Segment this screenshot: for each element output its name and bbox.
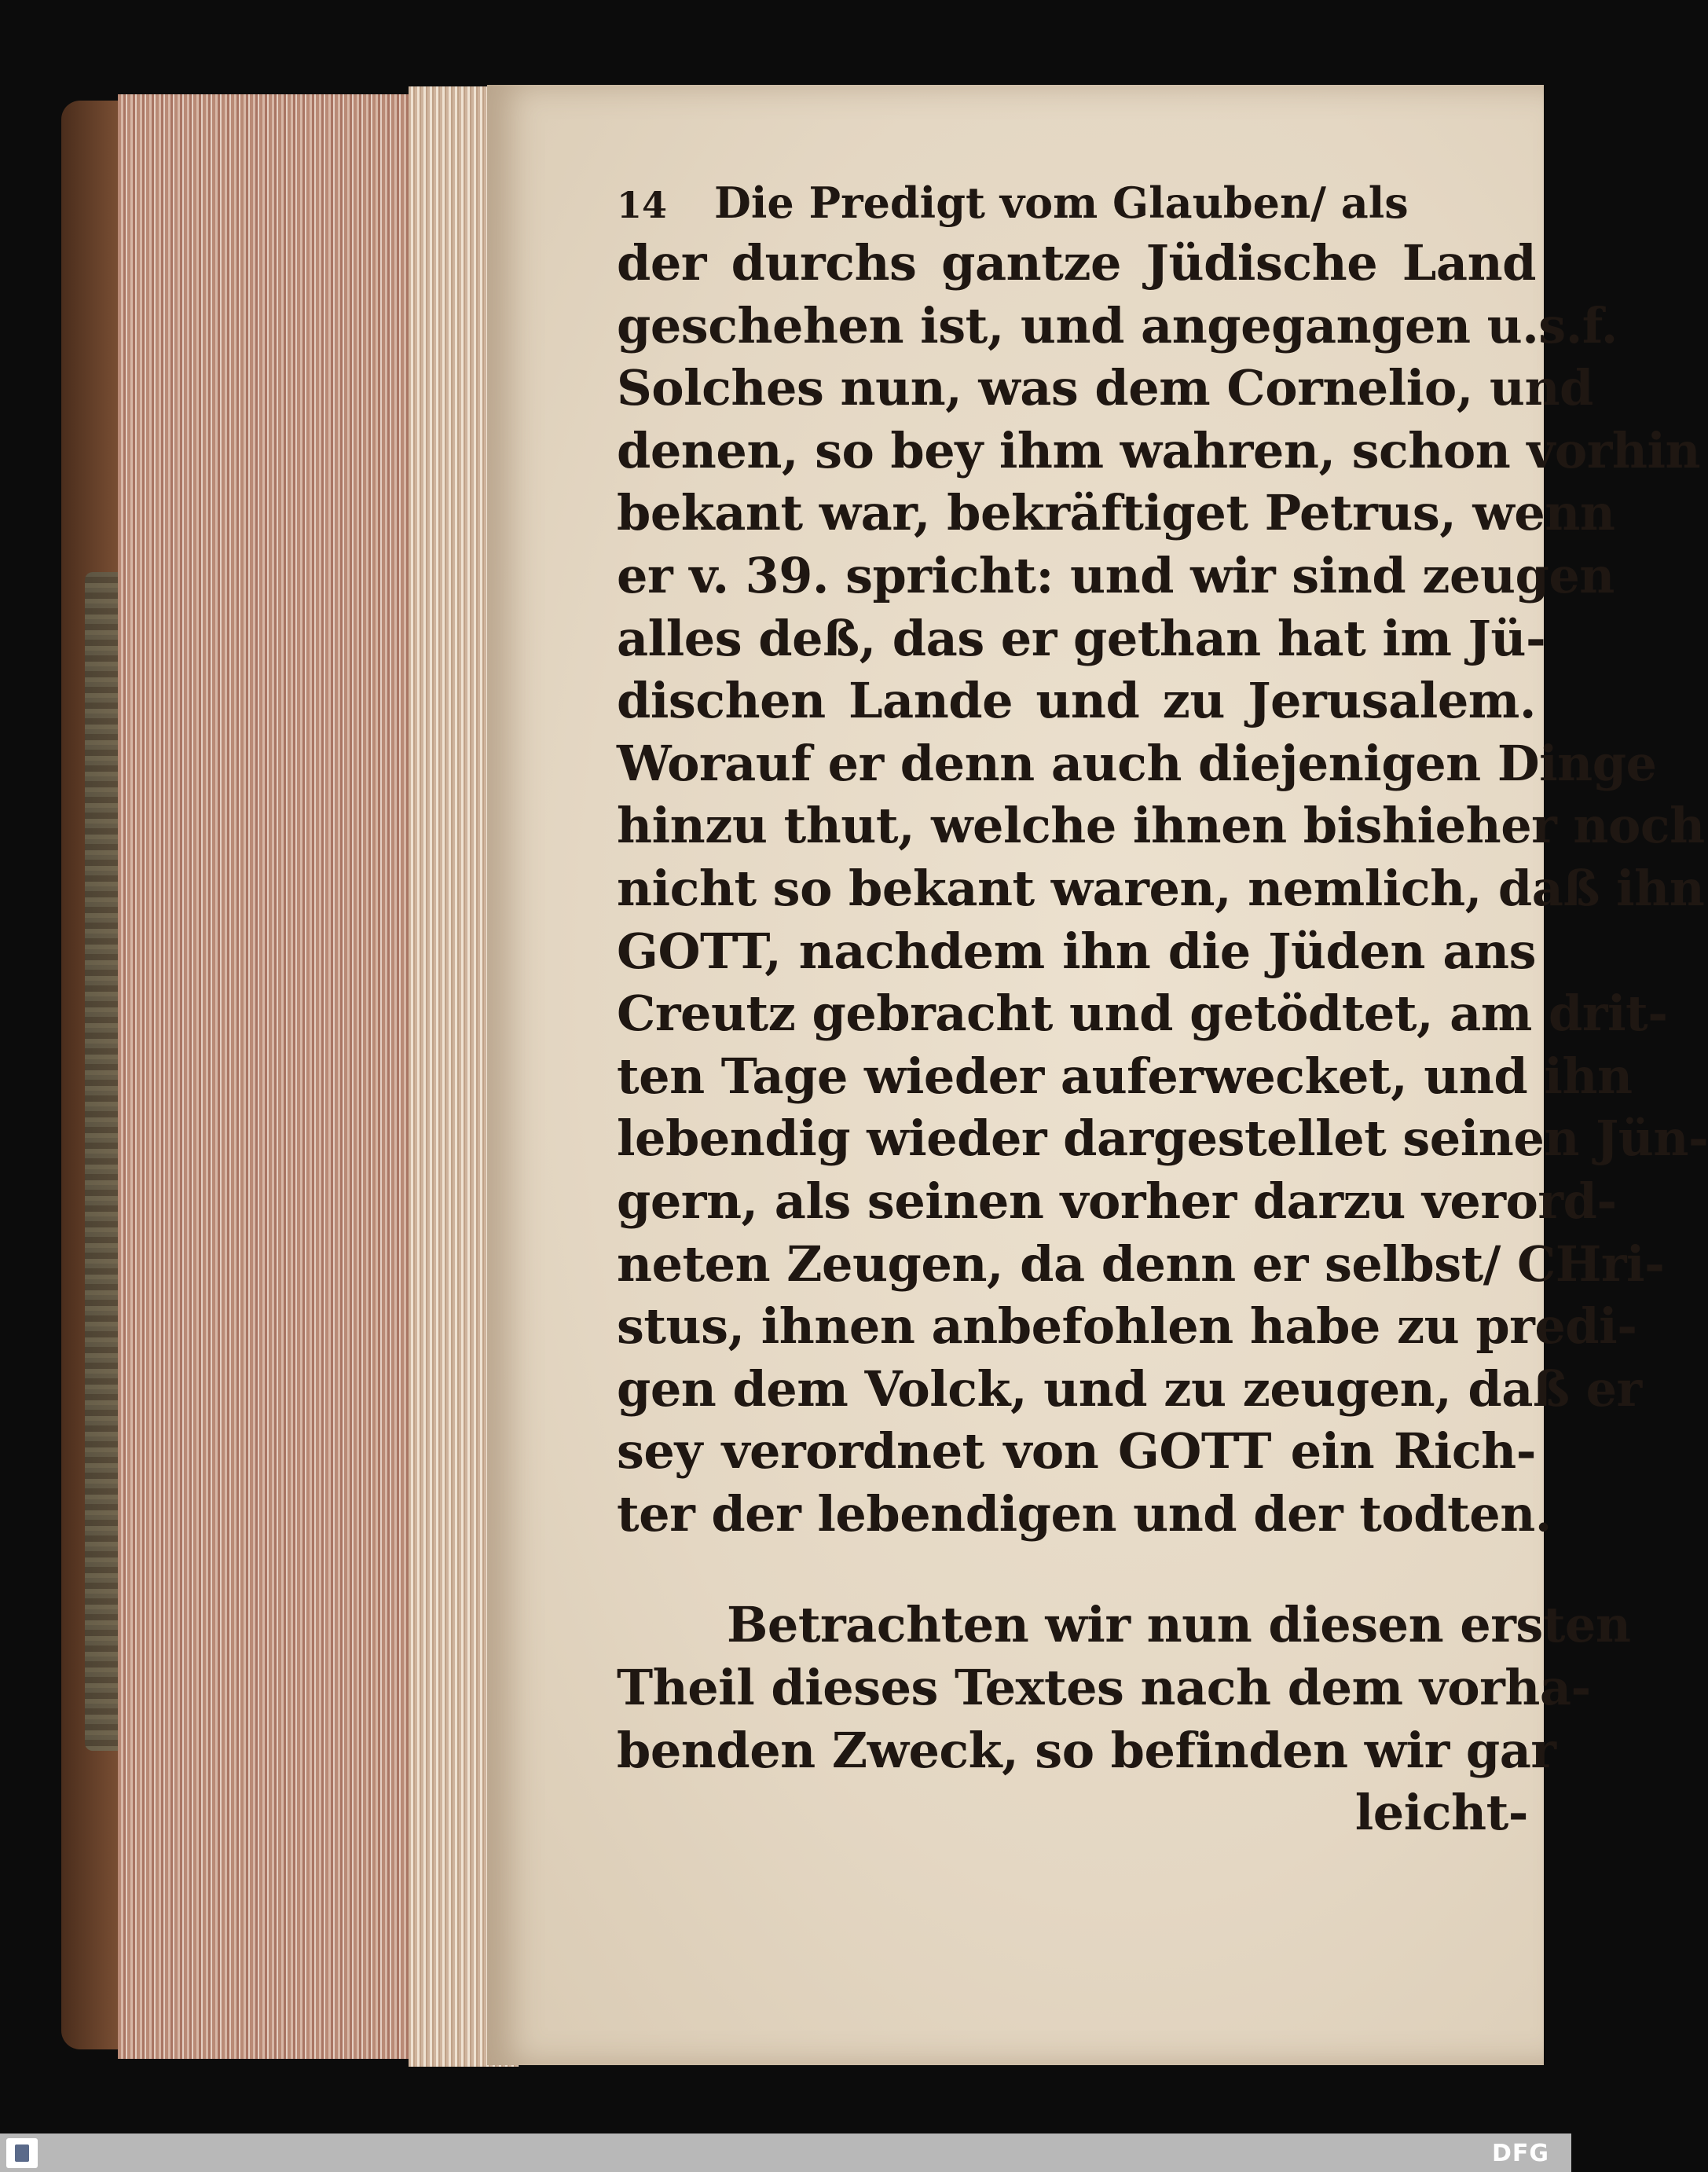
text-line: gern, als seinen vorher darzu verord- (617, 1172, 1617, 1230)
page-header (617, 179, 1536, 229)
text-line: ten Tage wieder auferwecket, und ihn (617, 1047, 1633, 1105)
text-line: gen dem Volck, und zu zeugen, daß er (617, 1359, 1642, 1418)
text-line: stus, ihnen anbefohlen habe zu predi- (617, 1297, 1637, 1356)
text-line: Worauf er denn auch diejenigen Dinge (617, 734, 1657, 792)
text-line: Solches nun, was dem Cornelio, und (617, 359, 1593, 417)
text-line: denen, so bey ihm wahren, schon vorhin (617, 421, 1701, 479)
page-text (617, 178, 1708, 1844)
text-line: er v. 39. spricht: und wir sind zeugen (617, 546, 1615, 604)
text-line: sey verordnet von GOTT ein Rich- (617, 1422, 1536, 1480)
text-line: GOTT, nachdem ihn die Jüden ans (617, 922, 1536, 980)
text-line: bekant war, bekräftiget Petrus, wenn (617, 484, 1615, 542)
paragraph-2 (617, 1594, 1631, 1781)
catchword: leicht- (1354, 1784, 1528, 1842)
text-line: nicht so bekant waren, nemlich, daß ihn (617, 859, 1705, 917)
dfg-logo: DFG (1491, 2140, 1549, 2167)
text-line: dischen Lande und zu Jerusalem. (617, 672, 1536, 730)
text-line: Creutz gebracht und getödtet, am drit- (617, 985, 1668, 1043)
text-line: neten Zeugen, da denn er selbst/ CHri- (617, 1235, 1665, 1293)
running-title: Die Predigt vom Glauben/ als (714, 178, 1409, 228)
text-line: Betrachten wir nun diesen ersten (727, 1596, 1631, 1654)
viewer-footer-bar (0, 2133, 1571, 2172)
text-line: benden Zweck, so befinden wir gar (617, 1721, 1556, 1779)
text-line: alles deß, das er gethan hat im Jü- (617, 609, 1546, 667)
paragraph-1 (617, 232, 1708, 1545)
text-line: hinzu thut, welche ihnen bishieher noch (617, 797, 1705, 855)
library-logo-icon (6, 2138, 38, 2168)
page-number: 14 (617, 184, 668, 226)
text-line: geschehen ist, und angegangen u.s.f. (617, 296, 1618, 354)
text-line: der durchs gantze Jüdische Land (617, 234, 1536, 292)
text-line: Theil dieses Textes nach dem vorha- (617, 1659, 1591, 1717)
text-line: ter der lebendigen und der todten. (617, 1484, 1552, 1543)
paragraph-gap (617, 1545, 1536, 1594)
text-line: lebendig wieder dargestellet seinen Jün- (617, 1110, 1708, 1168)
